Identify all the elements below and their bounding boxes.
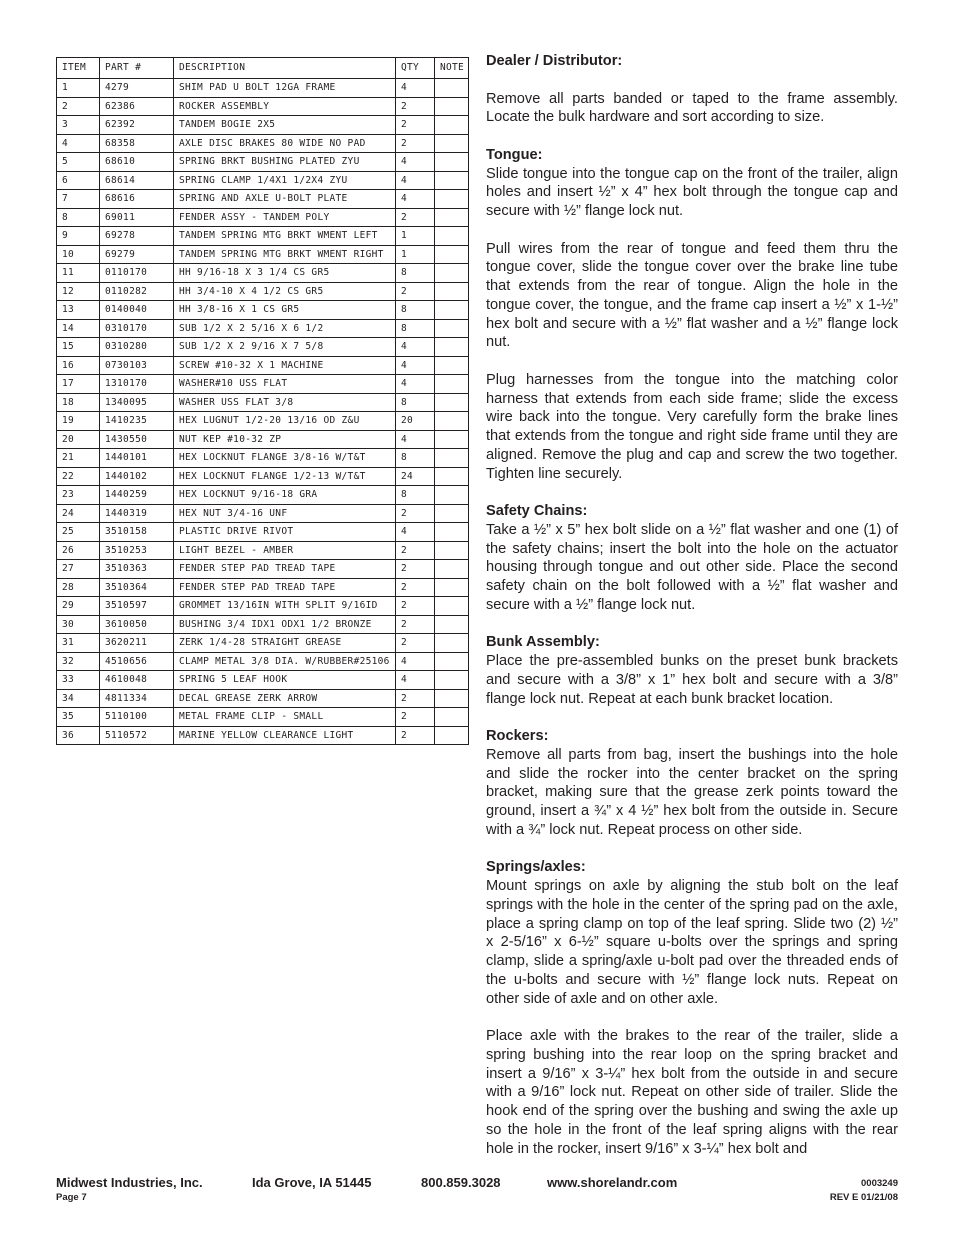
qty-cell: 8 bbox=[396, 319, 435, 338]
table-row bbox=[57, 689, 469, 708]
page-footer bbox=[56, 1175, 898, 1204]
note-cell bbox=[435, 634, 469, 653]
item-cell: 5 bbox=[57, 153, 100, 172]
note-cell bbox=[435, 97, 469, 116]
item-cell: 4 bbox=[57, 134, 100, 153]
item-cell: 31 bbox=[57, 634, 100, 653]
table-row bbox=[57, 578, 469, 597]
table-row bbox=[57, 208, 469, 227]
parts-list-table bbox=[56, 57, 469, 745]
item-cell: 21 bbox=[57, 449, 100, 468]
section-heading-safety-chains: Safety Chains: bbox=[486, 503, 588, 519]
item-cell: 13 bbox=[57, 301, 100, 320]
description-cell: GROMMET 13/16IN WITH SPLIT 9/16ID bbox=[174, 597, 396, 616]
paragraph: Remove all parts banded or taped to the frame assembly. Locate the bulk hardware and sort according to size. bbox=[486, 90, 898, 126]
item-cell: 12 bbox=[57, 282, 100, 301]
table-row bbox=[57, 116, 469, 135]
part-number-cell: 1440102 bbox=[100, 467, 174, 486]
parts-table-body bbox=[57, 79, 469, 745]
qty-cell: 2 bbox=[396, 97, 435, 116]
company-name: Midwest Industries, Inc. bbox=[56, 1175, 203, 1190]
item-cell: 3 bbox=[57, 116, 100, 135]
description-cell: DECAL GREASE ZERK ARROW bbox=[174, 689, 396, 708]
paragraph: Slide tongue into the tongue cap on the front of the trailer, align holes and insert ½” x 4” hex bolt through the tongue cap and secure with ½” flange lock nut. bbox=[486, 165, 898, 219]
part-number-cell: 4811334 bbox=[100, 689, 174, 708]
note-cell bbox=[435, 375, 469, 394]
qty-cell: 2 bbox=[396, 689, 435, 708]
table-row bbox=[57, 338, 469, 357]
qty-cell: 2 bbox=[396, 560, 435, 579]
table-row bbox=[57, 375, 469, 394]
item-cell: 25 bbox=[57, 523, 100, 542]
description-cell: LIGHT BEZEL - AMBER bbox=[174, 541, 396, 560]
part-number-cell: 4510656 bbox=[100, 652, 174, 671]
table-row bbox=[57, 134, 469, 153]
qty-cell: 8 bbox=[396, 301, 435, 320]
paragraph: Plug harnesses from the tongue into the matching color harness that extends from each side frame; slide the excess wire back into the tongue. Very carefully form the brake lines that extends from the tongue and right side frame until they are aligned. Remove the plug and cap and screw the two together. Tighten line securely. bbox=[486, 371, 898, 482]
item-cell: 2 bbox=[57, 97, 100, 116]
description-cell: BUSHING 3/4 IDX1 ODX1 1/2 BRONZE bbox=[174, 615, 396, 634]
note-cell bbox=[435, 560, 469, 579]
item-cell: 30 bbox=[57, 615, 100, 634]
table-row bbox=[57, 171, 469, 190]
table-row bbox=[57, 652, 469, 671]
description-cell: HEX LOCKNUT FLANGE 1/2-13 W/T&T bbox=[174, 467, 396, 486]
description-cell: PLASTIC DRIVE RIVOT bbox=[174, 523, 396, 542]
description-cell: NUT KEP #10-32 ZP bbox=[174, 430, 396, 449]
section-heading-tongue: Tongue: bbox=[486, 146, 543, 163]
part-number-cell: 0730103 bbox=[100, 356, 174, 375]
description-cell: FENDER ASSY - TANDEM POLY bbox=[174, 208, 396, 227]
item-cell: 20 bbox=[57, 430, 100, 449]
item-cell: 1 bbox=[57, 79, 100, 98]
table-row bbox=[57, 153, 469, 172]
part-number-cell: 0310170 bbox=[100, 319, 174, 338]
description-cell: CLAMP METAL 3/8 DIA. W/RUBBER#25106 bbox=[174, 652, 396, 671]
part-number-cell: 68614 bbox=[100, 171, 174, 190]
description-cell: SHIM PAD U BOLT 12GA FRAME bbox=[174, 79, 396, 98]
table-row bbox=[57, 560, 469, 579]
part-number-cell: 3510364 bbox=[100, 578, 174, 597]
note-cell bbox=[435, 356, 469, 375]
qty-cell: 4 bbox=[396, 79, 435, 98]
part-number-cell: 3510158 bbox=[100, 523, 174, 542]
paragraph: Place axle with the brakes to the rear of the trailer, slide a spring bushing into the rear loop on the spring bracket and insert a 9/16” x 3-¼” hex bolt from the outside in and secure with a 9/16” lock nut. Repeat on other side of trailer. Slide the hook end of the spring over the bushing and swing the axle up so the hole in the front of the leaf spring aligns with the rear hole in the rocker, insert 9/16” x 3-¼” hex bolt and bbox=[486, 1028, 898, 1157]
note-cell bbox=[435, 504, 469, 523]
description-cell: ZERK 1/4-28 STRAIGHT GREASE bbox=[174, 634, 396, 653]
header-description: DESCRIPTION bbox=[174, 58, 396, 79]
assembly-instructions bbox=[486, 52, 898, 1158]
qty-cell: 2 bbox=[396, 282, 435, 301]
paragraph: Place the pre-assembled bunks on the preset bunk brackets and secure with a 3/8” x 1” hex bolt and secure with a 3/8” flange lock nut. Repeat at each bunk bracket location. bbox=[486, 653, 898, 707]
qty-cell: 4 bbox=[396, 356, 435, 375]
description-cell: TANDEM SPRING MTG BRKT WMENT LEFT bbox=[174, 227, 396, 246]
revision-date: REV E 01/21/08 bbox=[829, 1192, 898, 1203]
item-cell: 11 bbox=[57, 264, 100, 283]
table-row bbox=[57, 523, 469, 542]
description-cell: HEX LUGNUT 1/2-20 13/16 OD Z&U bbox=[174, 412, 396, 431]
item-cell: 16 bbox=[57, 356, 100, 375]
note-cell bbox=[435, 227, 469, 246]
part-number-cell: 1310170 bbox=[100, 375, 174, 394]
table-row bbox=[57, 634, 469, 653]
part-number-cell: 68610 bbox=[100, 153, 174, 172]
description-cell: HEX LOCKNUT FLANGE 3/8-16 W/T&T bbox=[174, 449, 396, 468]
table-row bbox=[57, 486, 469, 505]
description-cell: AXLE DISC BRAKES 80 WIDE NO PAD bbox=[174, 134, 396, 153]
note-cell bbox=[435, 523, 469, 542]
table-row bbox=[57, 264, 469, 283]
section-tongue bbox=[486, 146, 898, 484]
part-number-cell: 3510597 bbox=[100, 597, 174, 616]
note-cell bbox=[435, 412, 469, 431]
item-cell: 8 bbox=[57, 208, 100, 227]
description-cell: HEX NUT 3/4-16 UNF bbox=[174, 504, 396, 523]
qty-cell: 2 bbox=[396, 116, 435, 135]
document-number: 0003249 bbox=[861, 1178, 898, 1189]
table-row bbox=[57, 726, 469, 745]
note-cell bbox=[435, 449, 469, 468]
part-number-cell: 62386 bbox=[100, 97, 174, 116]
note-cell bbox=[435, 578, 469, 597]
section-bunk-assembly bbox=[486, 633, 898, 708]
qty-cell: 2 bbox=[396, 578, 435, 597]
note-cell bbox=[435, 689, 469, 708]
qty-cell: 4 bbox=[396, 338, 435, 357]
description-cell: TANDEM BOGIE 2X5 bbox=[174, 116, 396, 135]
table-row bbox=[57, 430, 469, 449]
part-number-cell: 1440101 bbox=[100, 449, 174, 468]
item-cell: 26 bbox=[57, 541, 100, 560]
section-heading-dealer: Dealer / Distributor: bbox=[486, 53, 623, 69]
item-cell: 28 bbox=[57, 578, 100, 597]
item-cell: 32 bbox=[57, 652, 100, 671]
qty-cell: 4 bbox=[396, 671, 435, 690]
item-cell: 14 bbox=[57, 319, 100, 338]
description-cell: SPRING BRKT BUSHING PLATED ZYU bbox=[174, 153, 396, 172]
item-cell: 33 bbox=[57, 671, 100, 690]
description-cell: SUB 1/2 X 2 5/16 X 6 1/2 bbox=[174, 319, 396, 338]
part-number-cell: 68358 bbox=[100, 134, 174, 153]
item-cell: 10 bbox=[57, 245, 100, 264]
header-part-number: PART # bbox=[100, 58, 174, 79]
item-cell: 22 bbox=[57, 467, 100, 486]
company-city: Ida Grove, IA 51445 bbox=[252, 1175, 372, 1190]
note-cell bbox=[435, 190, 469, 209]
part-number-cell: 69011 bbox=[100, 208, 174, 227]
part-number-cell: 4279 bbox=[100, 79, 174, 98]
qty-cell: 8 bbox=[396, 393, 435, 412]
qty-cell: 2 bbox=[396, 541, 435, 560]
item-cell: 6 bbox=[57, 171, 100, 190]
company-website: www.shorelandr.com bbox=[547, 1175, 678, 1190]
section-heading-bunk-assembly: Bunk Assembly: bbox=[486, 634, 600, 651]
section-springs-axles bbox=[486, 858, 898, 1158]
header-note: NOTE bbox=[435, 58, 469, 79]
part-number-cell: 1340095 bbox=[100, 393, 174, 412]
note-cell bbox=[435, 615, 469, 634]
description-cell: WASHER USS FLAT 3/8 bbox=[174, 393, 396, 412]
description-cell: TANDEM SPRING MTG BRKT WMENT RIGHT bbox=[174, 245, 396, 264]
qty-cell: 2 bbox=[396, 708, 435, 727]
qty-cell: 2 bbox=[396, 504, 435, 523]
table-row bbox=[57, 282, 469, 301]
description-cell: FENDER STEP PAD TREAD TAPE bbox=[174, 560, 396, 579]
qty-cell: 4 bbox=[396, 190, 435, 209]
part-number-cell: 4610048 bbox=[100, 671, 174, 690]
note-cell bbox=[435, 245, 469, 264]
note-cell bbox=[435, 708, 469, 727]
item-cell: 7 bbox=[57, 190, 100, 209]
table-row bbox=[57, 671, 469, 690]
table-row bbox=[57, 449, 469, 468]
section-safety-chains bbox=[486, 502, 898, 615]
note-cell bbox=[435, 79, 469, 98]
item-cell: 36 bbox=[57, 726, 100, 745]
item-cell: 27 bbox=[57, 560, 100, 579]
description-cell: SPRING AND AXLE U-BOLT PLATE bbox=[174, 190, 396, 209]
part-number-cell: 69279 bbox=[100, 245, 174, 264]
note-cell bbox=[435, 430, 469, 449]
part-number-cell: 3510253 bbox=[100, 541, 174, 560]
header-qty: QTY bbox=[396, 58, 435, 79]
table-row bbox=[57, 412, 469, 431]
part-number-cell: 0140040 bbox=[100, 301, 174, 320]
section-rockers bbox=[486, 727, 898, 840]
description-cell: HH 3/8-16 X 1 CS GR5 bbox=[174, 301, 396, 320]
qty-cell: 1 bbox=[396, 245, 435, 264]
qty-cell: 2 bbox=[396, 208, 435, 227]
note-cell bbox=[435, 153, 469, 172]
description-cell: MARINE YELLOW CLEARANCE LIGHT bbox=[174, 726, 396, 745]
item-cell: 18 bbox=[57, 393, 100, 412]
paragraph: Pull wires from the rear of tongue and feed them thru the tongue cover, slide the tongue cover over the brake line tube that extends from the rear of tongue. Align the hole in the tongue cover, the tongue, and the frame cap insert a ½” x 1-½” hex bolt and secure with a ½” flat washer and a ½” flange lock nut. bbox=[486, 240, 898, 351]
part-number-cell: 5110100 bbox=[100, 708, 174, 727]
note-cell bbox=[435, 393, 469, 412]
qty-cell: 2 bbox=[396, 134, 435, 153]
note-cell bbox=[435, 541, 469, 560]
description-cell: SPRING 5 LEAF HOOK bbox=[174, 671, 396, 690]
table-row bbox=[57, 319, 469, 338]
page-number: Page 7 bbox=[56, 1192, 87, 1203]
description-cell: ROCKER ASSEMBLY bbox=[174, 97, 396, 116]
part-number-cell: 1410235 bbox=[100, 412, 174, 431]
qty-cell: 8 bbox=[396, 264, 435, 283]
qty-cell: 2 bbox=[396, 634, 435, 653]
header-row bbox=[57, 58, 469, 79]
description-cell: HEX LOCKNUT 9/16-18 GRA bbox=[174, 486, 396, 505]
table-row bbox=[57, 245, 469, 264]
item-cell: 34 bbox=[57, 689, 100, 708]
note-cell bbox=[435, 597, 469, 616]
table-row bbox=[57, 227, 469, 246]
paragraph: Remove all parts from bag, insert the bushings into the hole and slide the rocker into the center bracket on the spring bracket, making sure that the grease zerk points toward the ground, insert a ¾” x 4 ½” hex bolt from the outside in. Secure with a ¾” lock nut. Repeat process on other side. bbox=[486, 746, 898, 838]
qty-cell: 4 bbox=[396, 375, 435, 394]
table-row bbox=[57, 79, 469, 98]
part-number-cell: 0110282 bbox=[100, 282, 174, 301]
paragraph: Mount springs on axle by aligning the stub bolt on the leaf springs with the hole in the center of the spring pad on the axle, place a spring clamp on top of the leaf spring. Slide two (2) ½” x 2-5/16” x 6-½” square u-bolts over the springs and spring clamp, slide a spring/axle u-bolt pad over the threaded ends of the u-bolts and secure with ½” flange lock nuts. Repeat on other side of axle and on other axle. bbox=[486, 878, 898, 1007]
description-cell: SPRING CLAMP 1/4X1 1/2X4 ZYU bbox=[174, 171, 396, 190]
note-cell bbox=[435, 134, 469, 153]
item-cell: 23 bbox=[57, 486, 100, 505]
note-cell bbox=[435, 726, 469, 745]
qty-cell: 8 bbox=[396, 449, 435, 468]
company-phone: 800.859.3028 bbox=[421, 1175, 501, 1190]
note-cell bbox=[435, 116, 469, 135]
qty-cell: 4 bbox=[396, 153, 435, 172]
note-cell bbox=[435, 264, 469, 283]
section-heading-springs-axles: Springs/axles: bbox=[486, 859, 586, 876]
table-row bbox=[57, 541, 469, 560]
paragraph: Take a ½” x 5” hex bolt slide on a ½” flat washer and one (1) of the safety chains; insert the bolt into the hole on the actuator housing through tongue and out other side. Place the second safety chain on the bolt followed with a ½” flat washer and secure with a ½” flange lock nut. bbox=[486, 521, 898, 613]
part-number-cell: 1440319 bbox=[100, 504, 174, 523]
description-cell: METAL FRAME CLIP - SMALL bbox=[174, 708, 396, 727]
table-row bbox=[57, 393, 469, 412]
note-cell bbox=[435, 301, 469, 320]
table-row bbox=[57, 97, 469, 116]
qty-cell: 24 bbox=[396, 467, 435, 486]
part-number-cell: 62392 bbox=[100, 116, 174, 135]
qty-cell: 4 bbox=[396, 652, 435, 671]
qty-cell: 2 bbox=[396, 615, 435, 634]
qty-cell: 4 bbox=[396, 171, 435, 190]
table-row bbox=[57, 301, 469, 320]
note-cell bbox=[435, 319, 469, 338]
item-cell: 35 bbox=[57, 708, 100, 727]
table-row bbox=[57, 708, 469, 727]
item-cell: 24 bbox=[57, 504, 100, 523]
table-row bbox=[57, 615, 469, 634]
part-number-cell: 0110170 bbox=[100, 264, 174, 283]
part-number-cell: 68616 bbox=[100, 190, 174, 209]
item-cell: 17 bbox=[57, 375, 100, 394]
part-number-cell: 3610050 bbox=[100, 615, 174, 634]
part-number-cell: 1430550 bbox=[100, 430, 174, 449]
qty-cell: 2 bbox=[396, 597, 435, 616]
description-cell: HH 3/4-10 X 4 1/2 CS GR5 bbox=[174, 282, 396, 301]
item-cell: 15 bbox=[57, 338, 100, 357]
header-item: ITEM bbox=[57, 58, 100, 79]
part-number-cell: 3510363 bbox=[100, 560, 174, 579]
section-dealer bbox=[486, 52, 898, 127]
note-cell bbox=[435, 467, 469, 486]
description-cell: HH 9/16-18 X 3 1/4 CS GR5 bbox=[174, 264, 396, 283]
note-cell bbox=[435, 208, 469, 227]
note-cell bbox=[435, 338, 469, 357]
table-row bbox=[57, 597, 469, 616]
note-cell bbox=[435, 171, 469, 190]
table-row bbox=[57, 504, 469, 523]
table-row bbox=[57, 356, 469, 375]
item-cell: 9 bbox=[57, 227, 100, 246]
section-heading-rockers: Rockers: bbox=[486, 728, 549, 744]
description-cell: SCREW #10-32 X 1 MACHINE bbox=[174, 356, 396, 375]
part-number-cell: 0310280 bbox=[100, 338, 174, 357]
qty-cell: 2 bbox=[396, 726, 435, 745]
part-number-cell: 5110572 bbox=[100, 726, 174, 745]
note-cell bbox=[435, 652, 469, 671]
qty-cell: 4 bbox=[396, 523, 435, 542]
table-row bbox=[57, 467, 469, 486]
description-cell: WASHER#10 USS FLAT bbox=[174, 375, 396, 394]
qty-cell: 4 bbox=[396, 430, 435, 449]
part-number-cell: 1440259 bbox=[100, 486, 174, 505]
note-cell bbox=[435, 486, 469, 505]
note-cell bbox=[435, 282, 469, 301]
table-row bbox=[57, 190, 469, 209]
item-cell: 19 bbox=[57, 412, 100, 431]
item-cell: 29 bbox=[57, 597, 100, 616]
description-cell: FENDER STEP PAD TREAD TAPE bbox=[174, 578, 396, 597]
part-number-cell: 3620211 bbox=[100, 634, 174, 653]
part-number-cell: 69278 bbox=[100, 227, 174, 246]
qty-cell: 20 bbox=[396, 412, 435, 431]
qty-cell: 8 bbox=[396, 486, 435, 505]
qty-cell: 1 bbox=[396, 227, 435, 246]
note-cell bbox=[435, 671, 469, 690]
description-cell: SUB 1/2 X 2 9/16 X 7 5/8 bbox=[174, 338, 396, 357]
parts-table-header bbox=[57, 58, 469, 79]
